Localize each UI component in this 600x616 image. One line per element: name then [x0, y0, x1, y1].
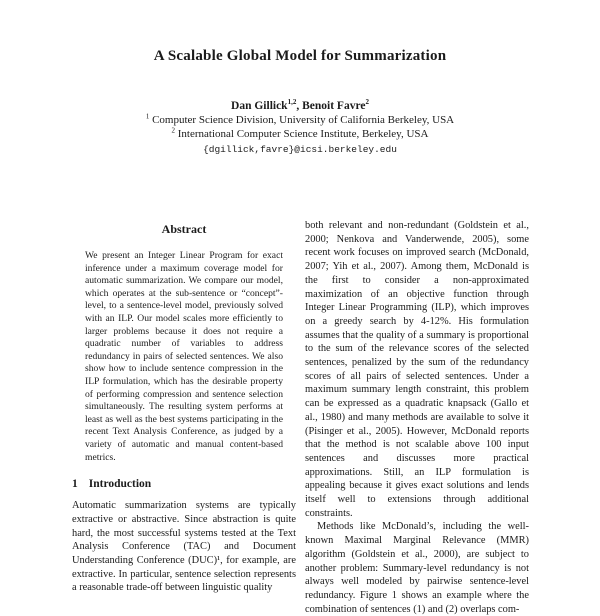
section-1-number: 1 [72, 478, 78, 491]
author-2-superscript: 2 [365, 98, 369, 107]
affiliation-1 [0, 114, 600, 128]
column2-paragraph-2: Methods like McDonald’s, including the well-known Maximal Marginal Relevance (MMR) algorithm (Goldstein et al., 2000), are subject to another problem: Summary-level redundancy is not always well modeled by pairwise sentence-level redundancy. Figure 1 shows an example where the combination of sentences (1) and (2) overlaps com- [305, 521, 529, 615]
section-1-heading [72, 478, 296, 490]
author-block [0, 99, 600, 156]
author-1: Dan Gillick [231, 100, 288, 112]
paper-title: A Scalable Global Model for Summarization [153, 48, 447, 64]
author-2: Benoit Favre [302, 100, 366, 112]
author-1-superscript: 1,2 [287, 98, 297, 107]
email-line: {dgillick,favre}@icsi.berkeley.edu [203, 144, 397, 155]
author-separator: , [296, 100, 303, 112]
affiliation-1-text: Computer Science Division, University of California Berkeley, USA [149, 114, 455, 126]
section-1-title: Introduction [88, 478, 152, 491]
affiliation-1-marker: 1 [145, 112, 150, 121]
column2-paragraph-1: both relevant and non-redundant (Goldstein et al., 2000; Nenkova and Vanderwende, 2005), some recent work focuses on improved search (McDonald, 2007; Yih et al., 2007). Among them, McDonald is the first to consider a non-approximated maximization of an objective function through Integer Linear Programming (ILP), which improves on a greedy search by 4-12%. His formulation assumes that the quality of a summary is proportional to the sum of the relevance scores of the selected sentences, penalized by the sum of the redundancy scores of all pairs of selected sentences. Under a maximum summary length constraint, this problem can be expressed as a quadratic knapsack (Gallo et al., 1980) and many methods are available to solve it (Pisinger et al., 2005). However, McDonald reports that the method is not scalable above 100 input sentences and discusses more practical approximations. Still, an ILP formulation is appealing because it gives exact solutions and lends itself well to extensions through additional constraints. [305, 220, 529, 519]
abstract-heading: Abstract [161, 222, 207, 236]
abstract-text: We present an Integer Linear Program for exact inference under a maximum coverage model for automatic summarization. We compare our model, which operates at the sub-sentence or “concept”-level, to a sentence-level model, previously solved with an ILP. Our model scales more efficiently to larger problems because it does not require a quadratic number of variables to address redundancy in pairs of selected sentences. We also show how to include sentence compression in the ILP formulation, which has the desirable property of performing compression and sentence selection simultaneously. The resulting system performs at least as well as the best systems participating in the recent Text Analysis Conference, as judged by a variety of automatic and manual content-based metrics. [85, 250, 283, 463]
authors-line [0, 99, 600, 114]
intro-paragraph: Automatic summarization systems are typically extractive or abstractive. Since abstraction is quite hard, the most successful systems tested at the Text Analysis Conference (TAC) and Document Understanding Conference (DUC)¹, for example, are extractive. In particular, sentence selection represents a reasonable trade-off between linguistic quality [72, 500, 296, 594]
affiliation-2 [0, 125, 600, 142]
left-column [72, 222, 296, 595]
right-column [305, 219, 529, 616]
affiliation-2-marker: 2 [171, 125, 176, 134]
affiliation-2-text: International Computer Science Institute, Berkeley, USA [175, 127, 429, 140]
